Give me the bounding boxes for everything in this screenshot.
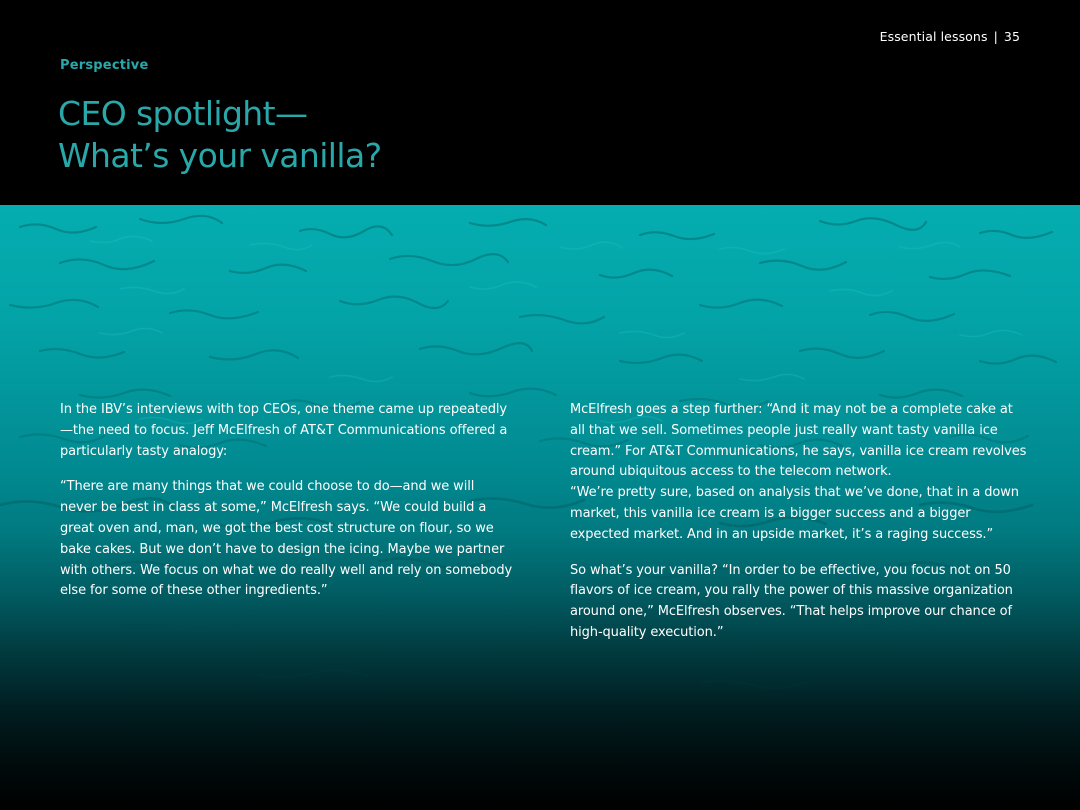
page-title [58, 93, 381, 177]
section-label: Perspective [60, 58, 149, 73]
right-text-column [570, 400, 1030, 659]
running-head [880, 29, 1020, 44]
page-number: 35 [1003, 29, 1020, 44]
body-paragraph: McElfresh goes a step further: “And it may not be a complete cake at all that we sell. Sometimes people just really want tasty vanilla ice cream.” For AT&T Communications, he says, vanilla ice cream revolves around ubiquitous access to the telecom network. [570, 402, 1027, 480]
body-paragraph: In the IBV’s interviews with top CEOs, one theme came up repeatedly—the need to focus. Jeff McElfresh of AT&T Communications offered a particularly tasty analogy: [60, 402, 508, 459]
page-title-line-1: CEO spotlight— [58, 94, 308, 133]
quote-paragraph: “There are many things that we could choose to do—and we will never be best in class at some,” McElfresh says. “We could build a great oven and, man, we got the best cost structure on flour, so we bake cakes. But we don’t have to design the icing. Maybe we partner with others. We focus on what we do really well and rely on somebody else for some of these other ingredients.” [60, 479, 513, 599]
running-head-section: Essential lessons [879, 29, 988, 44]
page-title-line-2: What’s your vanilla? [58, 136, 382, 175]
body-paragraph: So what’s your vanilla? “In order to be effective, you focus not on 50 flavors of ice cream, you rally the power of this massive organization around one,” McElfresh observes. “That helps improve our chance of high-quality execution.” [570, 562, 1013, 640]
running-head-separator: | [993, 29, 998, 44]
quote-paragraph: “We’re pretty sure, based on analysis that we’ve done, that in a down market, this vanilla ice cream is a bigger success and a bigger expected market. And in an upside market, it’s a raging success.” [570, 485, 1019, 542]
left-text-column [60, 400, 515, 617]
page-header [0, 0, 1080, 205]
